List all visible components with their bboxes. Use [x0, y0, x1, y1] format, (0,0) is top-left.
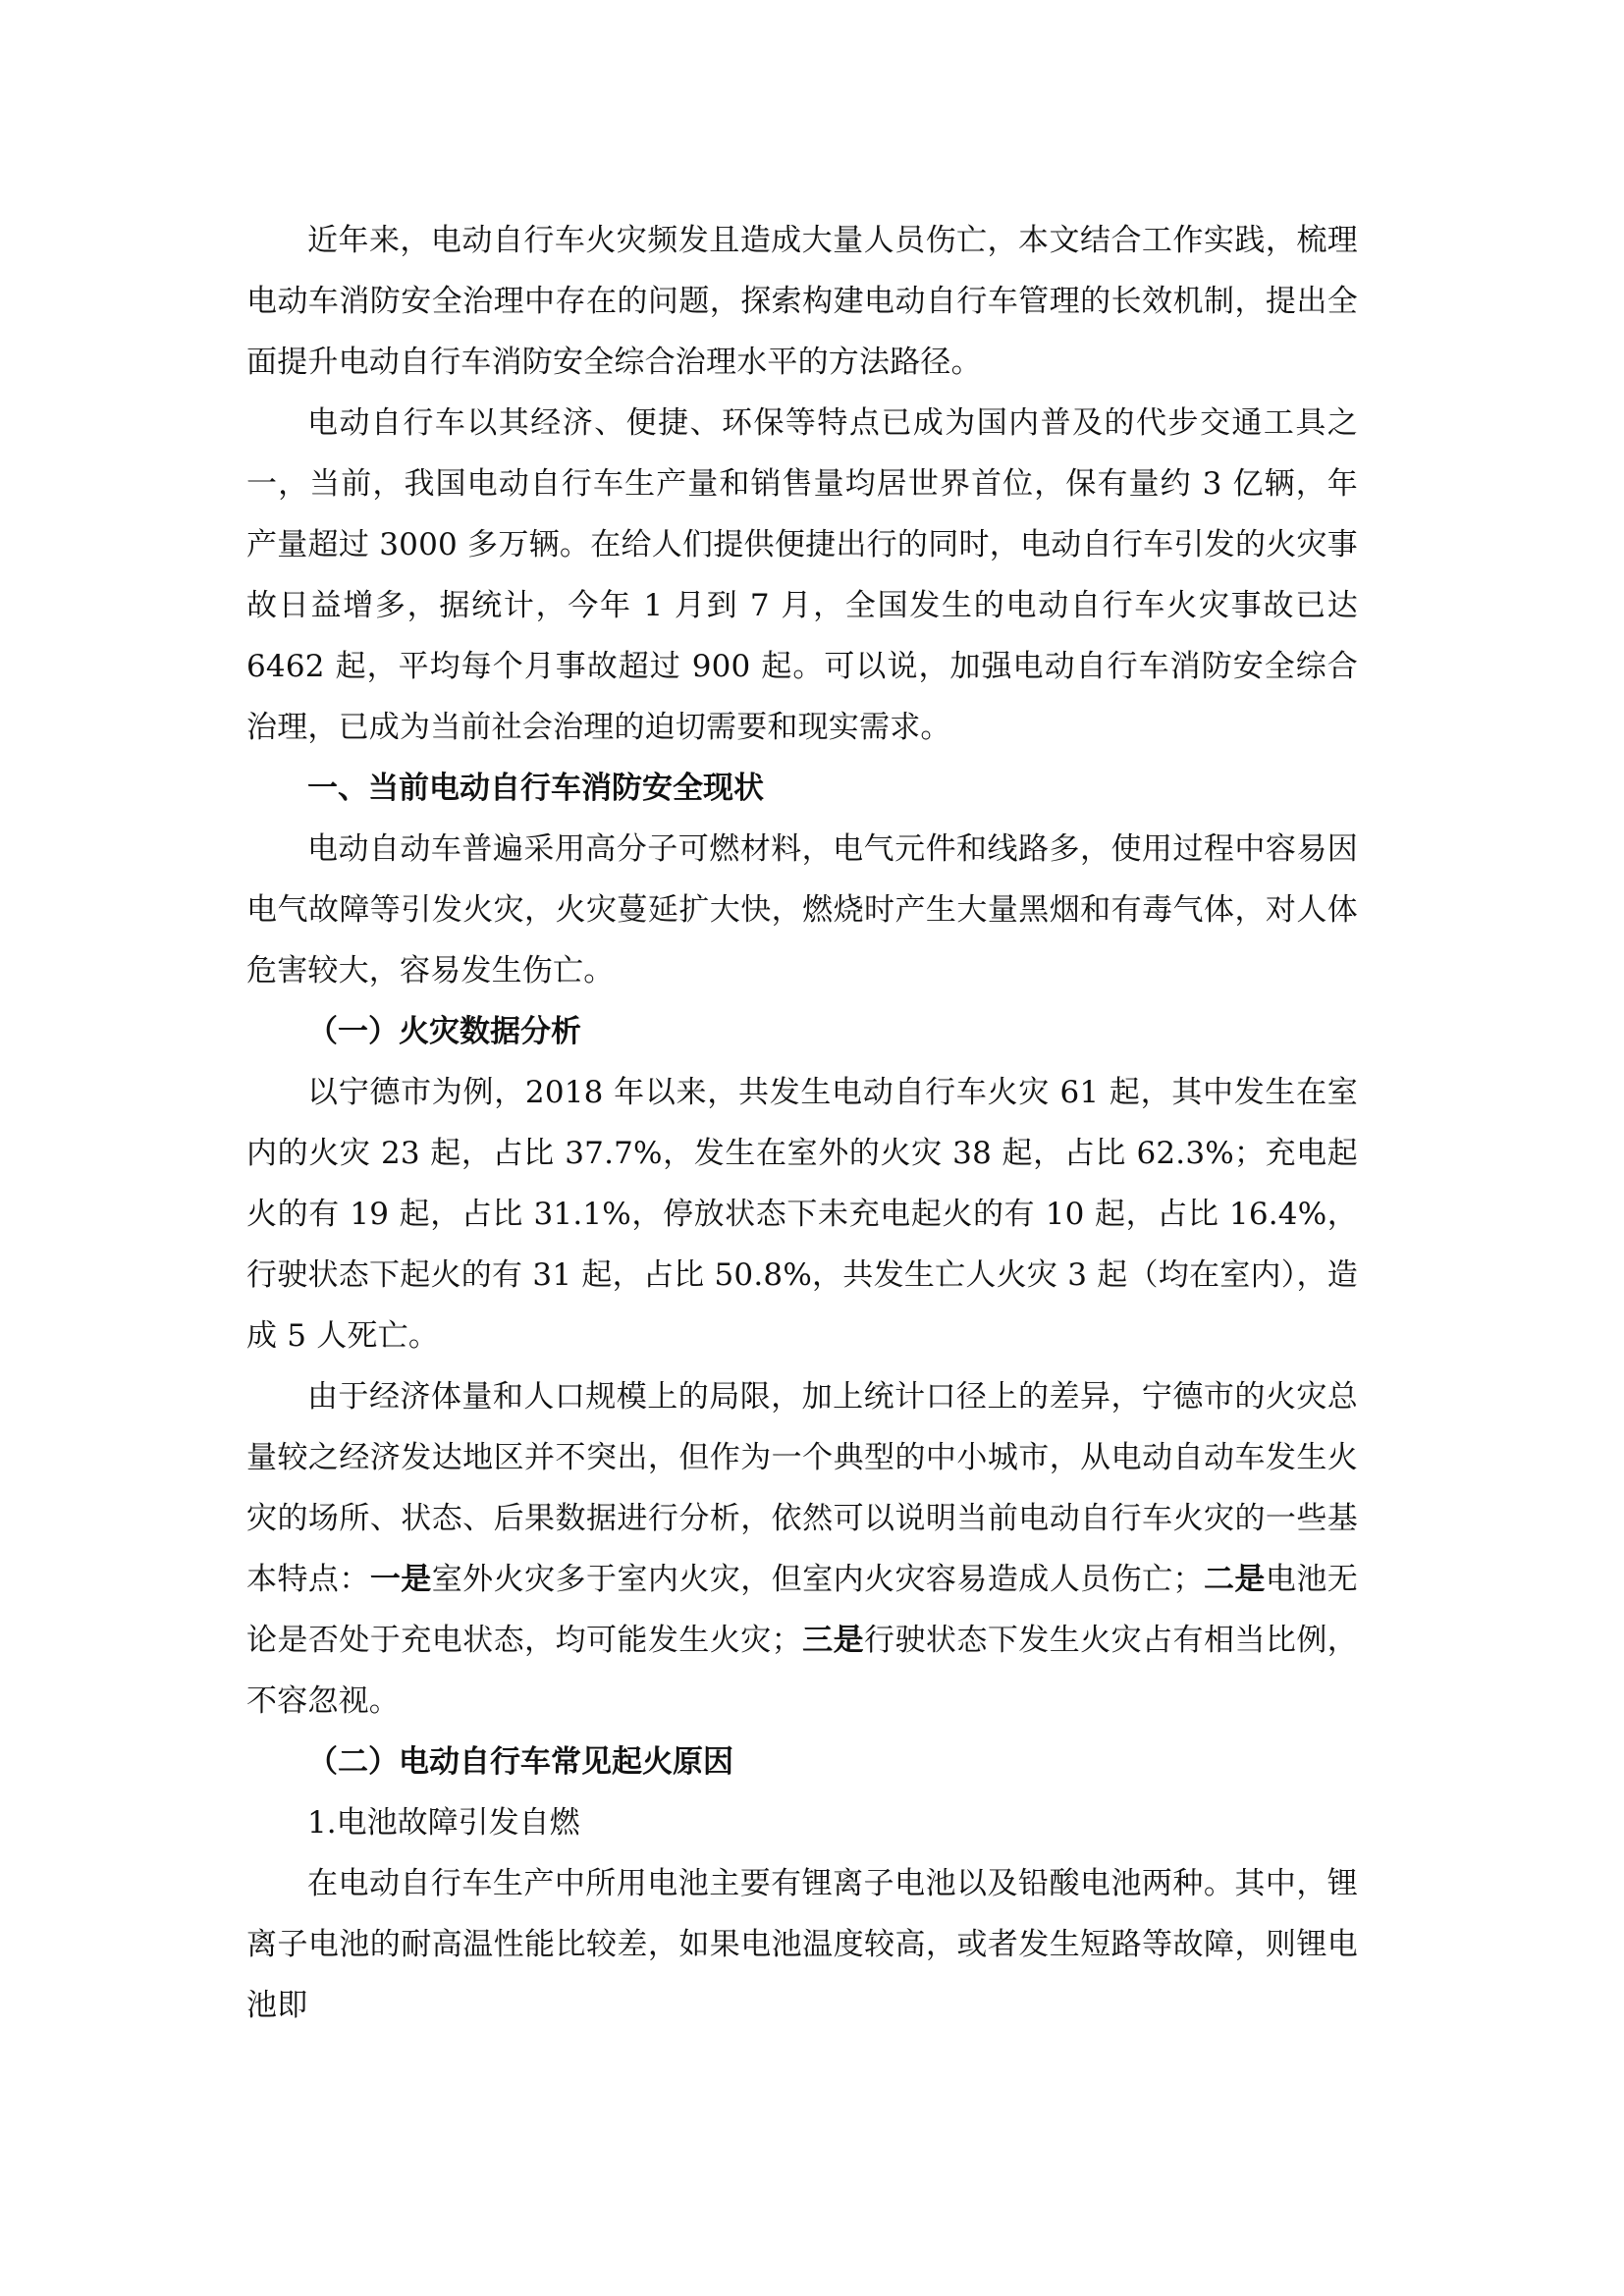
characteristics-lead: 由于经济体量和人口规模上的局限，加上统计口径上的差异，宁德市的火灾总量较之经济发达地区并不突出，但作为一个典型的中小城市，从电动自动车发生火灾的场所、状态、后果数据进行分析，依然可以说明当前电动自行车火灾的一些基本特点： — [246, 1379, 1358, 1597]
cause-item-title: 1.电池故障引发自燃 — [307, 1805, 580, 1841]
intro-paragraph: 近年来，电动自行车火灾频发且造成大量人员伤亡，本文结合工作实践，梳理电动车消防安全治理中存在的问题，探索构建电动自行车管理的长效机制，提出全面提升电动自行车消防安全综合治理水平的方法路径。 — [246, 223, 1358, 380]
document-page — [246, 210, 1358, 2036]
fire-characteristics-paragraph — [246, 1366, 1358, 1732]
subsection-heading-fire-data: （一）火灾数据分析 — [307, 1014, 581, 1049]
point-3-text: 行驶状态下发生火灾占有相当比例，不容忽视。 — [246, 1623, 1358, 1719]
fire-data-paragraph: 以宁德市为例，2018 年以来，共发生电动自行车火灾 61 起，其中发生在室内的火灾 23 起，占比 37.7%，发生在室外的火灾 38 起，占比 62.3%；充电起火的有 19 起，占比 31.1%，停放状态下未充电起火的有 10 起，占比 16.4%，行驶状态下起火的有 31 起，占比 50.8%，共发生亡人火灾 3 起（均在室内），造成 5 人死亡。 — [246, 1075, 1358, 1354]
subsection-heading-fire-causes: （二）电动自行车常见起火原因 — [307, 1744, 733, 1780]
section-heading: 一、当前电动自行车消防安全现状 — [307, 771, 764, 806]
point-1-text: 室外火灾多于室内火灾，但室内火灾容易造成人员伤亡； — [431, 1562, 1204, 1597]
section-intro-paragraph: 电动自动车普遍采用高分子可燃材料，电气元件和线路多，使用过程中容易因电气故障等引发火灾，火灾蔓延扩大快，燃烧时产生大量黑烟和有毒气体，对人体危害较大，容易发生伤亡。 — [246, 831, 1358, 988]
background-paragraph: 电动自行车以其经济、便捷、环保等特点已成为国内普及的代步交通工具之一，当前，我国电动自行车生产量和销售量均居世界首位，保有量约 3 亿辆，年产量超过 3000 多万辆。在给人们提供便捷出行的同时，电动自行车引发的火灾事故日益增多，据统计，今年 1 月到 7 月，全国发生的电动自行车火灾事故已达 6462 起，平均每个月事故超过 900 起。可以说，加强电动自行车消防安全综合治理，已成为当前社会治理的迫切需要和现实需求。 — [246, 405, 1358, 745]
cause-item-paragraph: 在电动自行车生产中所用电池主要有锂离子电池以及铅酸电池两种。其中，锂离子电池的耐高温性能比较差，如果电池温度较高，或者发生短路等故障，则锂电池即 — [246, 1866, 1358, 2023]
point-2-label: 二是 — [1203, 1562, 1266, 1597]
point-3-label: 三是 — [801, 1623, 865, 1658]
point-1-label: 一是 — [369, 1562, 432, 1597]
point-2-text: 电池无论是否处于充电状态，均可能发生火灾； — [246, 1562, 1358, 1658]
